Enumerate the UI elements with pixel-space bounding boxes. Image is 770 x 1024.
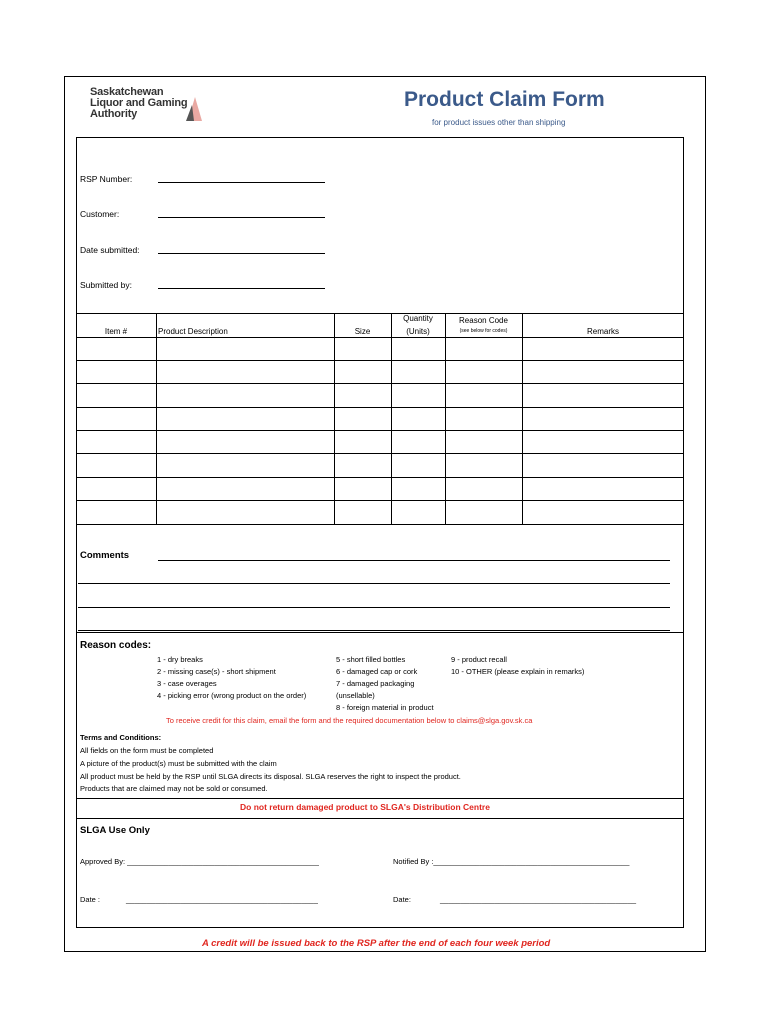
do-not-return-warning: Do not return damaged product to SLGA's Distribution Centre — [240, 802, 490, 812]
col-header-size: Size — [354, 327, 371, 336]
table-row[interactable] — [76, 407, 684, 408]
page-title: Product Claim Form — [404, 88, 605, 111]
terms-line: A picture of the product(s) must be submitted with the claim — [80, 758, 277, 768]
table-row[interactable] — [76, 477, 684, 478]
reason-code: 1 - dry breaks — [157, 655, 203, 664]
logo-line-1: Saskatchewan — [90, 86, 164, 98]
claim-table — [76, 313, 684, 524]
comments-label: Comments — [80, 550, 130, 561]
reason-code: 3 - case overages — [157, 679, 217, 688]
terms-heading: Terms and Conditions: — [80, 733, 162, 742]
col-header-item: Item # — [104, 327, 128, 336]
logo-line-2: Liquor and Gaming — [90, 97, 188, 109]
rsp-number-label: RSP Number: — [80, 174, 133, 184]
reason-code: 9 - product recall — [451, 655, 507, 664]
logo-line-3: Authority — [90, 108, 138, 120]
reason-codes-col-1 — [157, 654, 306, 702]
date-2-label: Date: — [393, 895, 411, 904]
warning-border — [76, 798, 684, 799]
customer-label: Customer: — [80, 209, 120, 219]
col-header-reason-note: (see below for codes) — [459, 328, 508, 334]
reason-code: 8 - foreign material in product — [336, 703, 434, 712]
reason-code: 6 - damaged cap or cork — [336, 667, 418, 676]
slga-use-box — [76, 818, 684, 928]
reason-codes-col-2 — [336, 654, 434, 714]
terms-line: All product must be held by the RSP until SLGA directs its disposal. SLGA reserves the right to inspect the product. — [80, 771, 461, 781]
reason-code: 4 - picking error (wrong product on the order) — [157, 691, 307, 700]
reason-code: 7 - damaged packaging — [336, 679, 415, 688]
col-header-quantity-units: (Units) — [406, 327, 430, 336]
notified-by-field[interactable]: Notified By :_______________________________________________ — [393, 857, 630, 866]
reason-section-border — [76, 632, 684, 633]
slga-logo — [90, 87, 215, 123]
reason-code: 5 - short filled bottles — [336, 655, 406, 664]
slga-use-heading: SLGA Use Only — [80, 825, 150, 836]
table-row[interactable] — [76, 430, 684, 431]
table-bottom-border — [76, 524, 684, 525]
table-row[interactable] — [76, 500, 684, 501]
col-header-remarks: Remarks — [586, 327, 619, 336]
terms-line: All fields on the form must be completed — [80, 746, 214, 755]
comments-line-1[interactable] — [158, 560, 670, 561]
submitted-by-label: Submitted by: — [80, 280, 132, 290]
col-divider — [522, 313, 523, 524]
rsp-number-field[interactable] — [158, 182, 325, 183]
terms-list — [80, 745, 461, 796]
col-divider — [445, 313, 446, 524]
table-top-border — [76, 313, 684, 314]
col-header-description: Product Description — [158, 327, 228, 336]
comments-line-3[interactable] — [78, 607, 670, 608]
date-submitted-field[interactable] — [158, 253, 325, 254]
reason-codes-col-3 — [451, 654, 584, 678]
col-header-quantity: Quantity — [403, 314, 433, 323]
customer-field[interactable] — [158, 217, 325, 218]
submitted-by-field[interactable] — [158, 288, 325, 289]
terms-line: Products that are claimed may not be sold or consumed. — [80, 784, 268, 794]
col-divider — [391, 313, 392, 524]
table-header-border — [76, 337, 684, 338]
col-divider — [334, 313, 335, 524]
table-row[interactable] — [76, 383, 684, 384]
date-field[interactable]: ______________________________________________ — [126, 895, 318, 904]
reason-code: 10 - OTHER (please explain in remarks) — [451, 667, 585, 676]
date-submitted-label: Date submitted: — [80, 245, 140, 255]
comments-line-2[interactable] — [78, 583, 670, 584]
page-subtitle: for product issues other than shipping — [432, 118, 566, 127]
reason-code: 2 - missing case(s) - short shipment — [157, 667, 276, 676]
table-row[interactable] — [76, 360, 684, 361]
col-header-reason-code: Reason Code — [459, 316, 508, 325]
table-row[interactable] — [76, 453, 684, 454]
credit-footer-note: A credit will be issued back to the RSP after the end of each four week period — [202, 938, 551, 949]
reason-code: (unsellable) — [336, 691, 375, 700]
logo-mark-icon — [182, 95, 204, 123]
date-label: Date : — [80, 895, 101, 904]
date-2-field[interactable]: _______________________________________________ — [440, 895, 637, 904]
comments-line-4[interactable] — [78, 630, 670, 631]
col-divider — [156, 313, 157, 524]
approved-by-field[interactable]: Approved By: ______________________________________________ — [80, 857, 319, 866]
reason-codes-heading: Reason codes: — [80, 640, 152, 651]
credit-instructions: To receive credit for this claim, email the form and the required documentation below to claims@slga.gov.sk.ca — [166, 716, 533, 725]
